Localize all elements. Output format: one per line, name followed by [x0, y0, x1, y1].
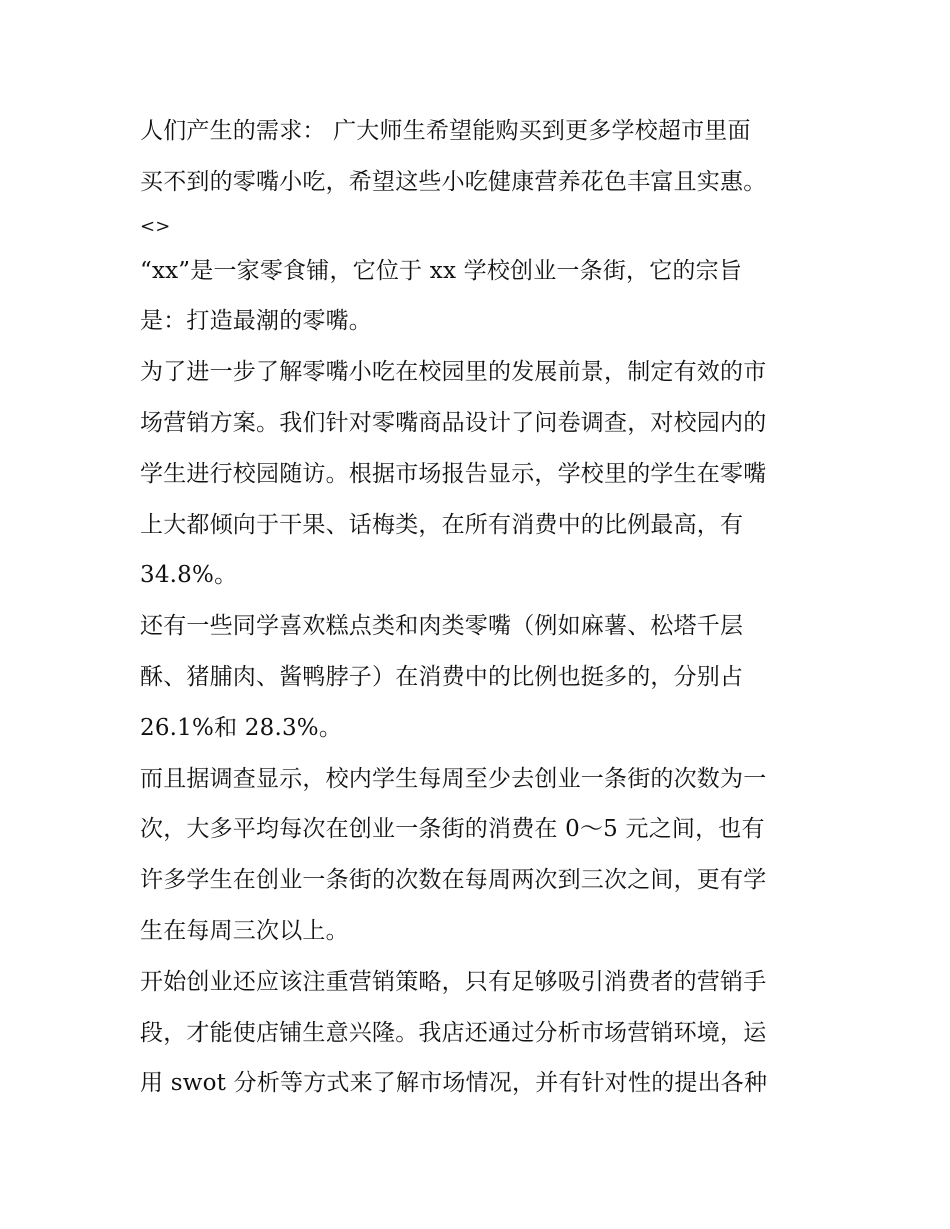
- text-line: 还有一些同学喜欢糕点类和肉类零嘴（例如麻薯、松塔千层: [140, 613, 744, 640]
- text-line: 人们产生的需求： 广大师生希望能购买到更多学校超市里面: [140, 118, 751, 144]
- text-line: 段，才能使店铺生意兴隆。我店还通过分析市场营销环境，运: [140, 1019, 767, 1046]
- text-line: 生在每周三次以上。: [140, 917, 349, 944]
- text-line: 场营销方案。我们针对零嘴商品设计了问卷调查，对校园内的: [140, 409, 767, 436]
- paragraph-snack-preferences: [140, 601, 820, 753]
- text-line: 许多学生在创业一条街的次数在每周两次到三次之间，更有学: [140, 867, 767, 894]
- text-line: 学生进行校园随访。根据市场报告显示，学校里的学生在零嘴: [140, 460, 767, 487]
- text-line: “xx”是一家零食铺，它位于 xx 学校创业一条街，它的宗旨: [140, 257, 743, 284]
- paragraph-marker: [140, 208, 820, 246]
- paragraph-visit-frequency: [140, 754, 820, 957]
- text-line: 买不到的零嘴小吃，希望这些小吃健康营养花色丰富且实惠。: [140, 168, 767, 195]
- text-line: 为了进一步了解零嘴小吃在校园里的发展前景，制定有效的市: [140, 359, 767, 386]
- text-line: 上大都倾向于干果、话梅类，在所有消费中的比例最高，有: [140, 511, 744, 538]
- angle-bracket-marker: <>: [140, 215, 171, 237]
- text-line: 而且据调查显示，校内学生每周至少去创业一条街的次数为一: [140, 765, 767, 792]
- text-line: 酥、猪脯肉、酱鸭脖子）在消费中的比例也挺多的，分别占: [140, 663, 744, 690]
- text-line: 26.1%和 28.3%。: [140, 714, 343, 741]
- text-line: 是：打造最潮的零嘴。: [140, 308, 372, 335]
- paragraph-demand: [140, 106, 820, 208]
- paragraph-survey: [140, 347, 820, 601]
- paragraph-shop-intro: [140, 246, 820, 348]
- document-body: [140, 106, 820, 1109]
- text-line: 用 swot 分析等方式来了解市场情况，并有针对性的提出各种: [140, 1070, 768, 1097]
- text-line: 次，大多平均每次在创业一条街的消费在 0～5 元之间，也有: [140, 816, 765, 843]
- text-line: 34.8%。: [140, 562, 238, 589]
- text-line: 开始创业还应该注重营销策略，只有足够吸引消费者的营销手: [140, 968, 767, 995]
- paragraph-marketing-strategy: [140, 957, 820, 1109]
